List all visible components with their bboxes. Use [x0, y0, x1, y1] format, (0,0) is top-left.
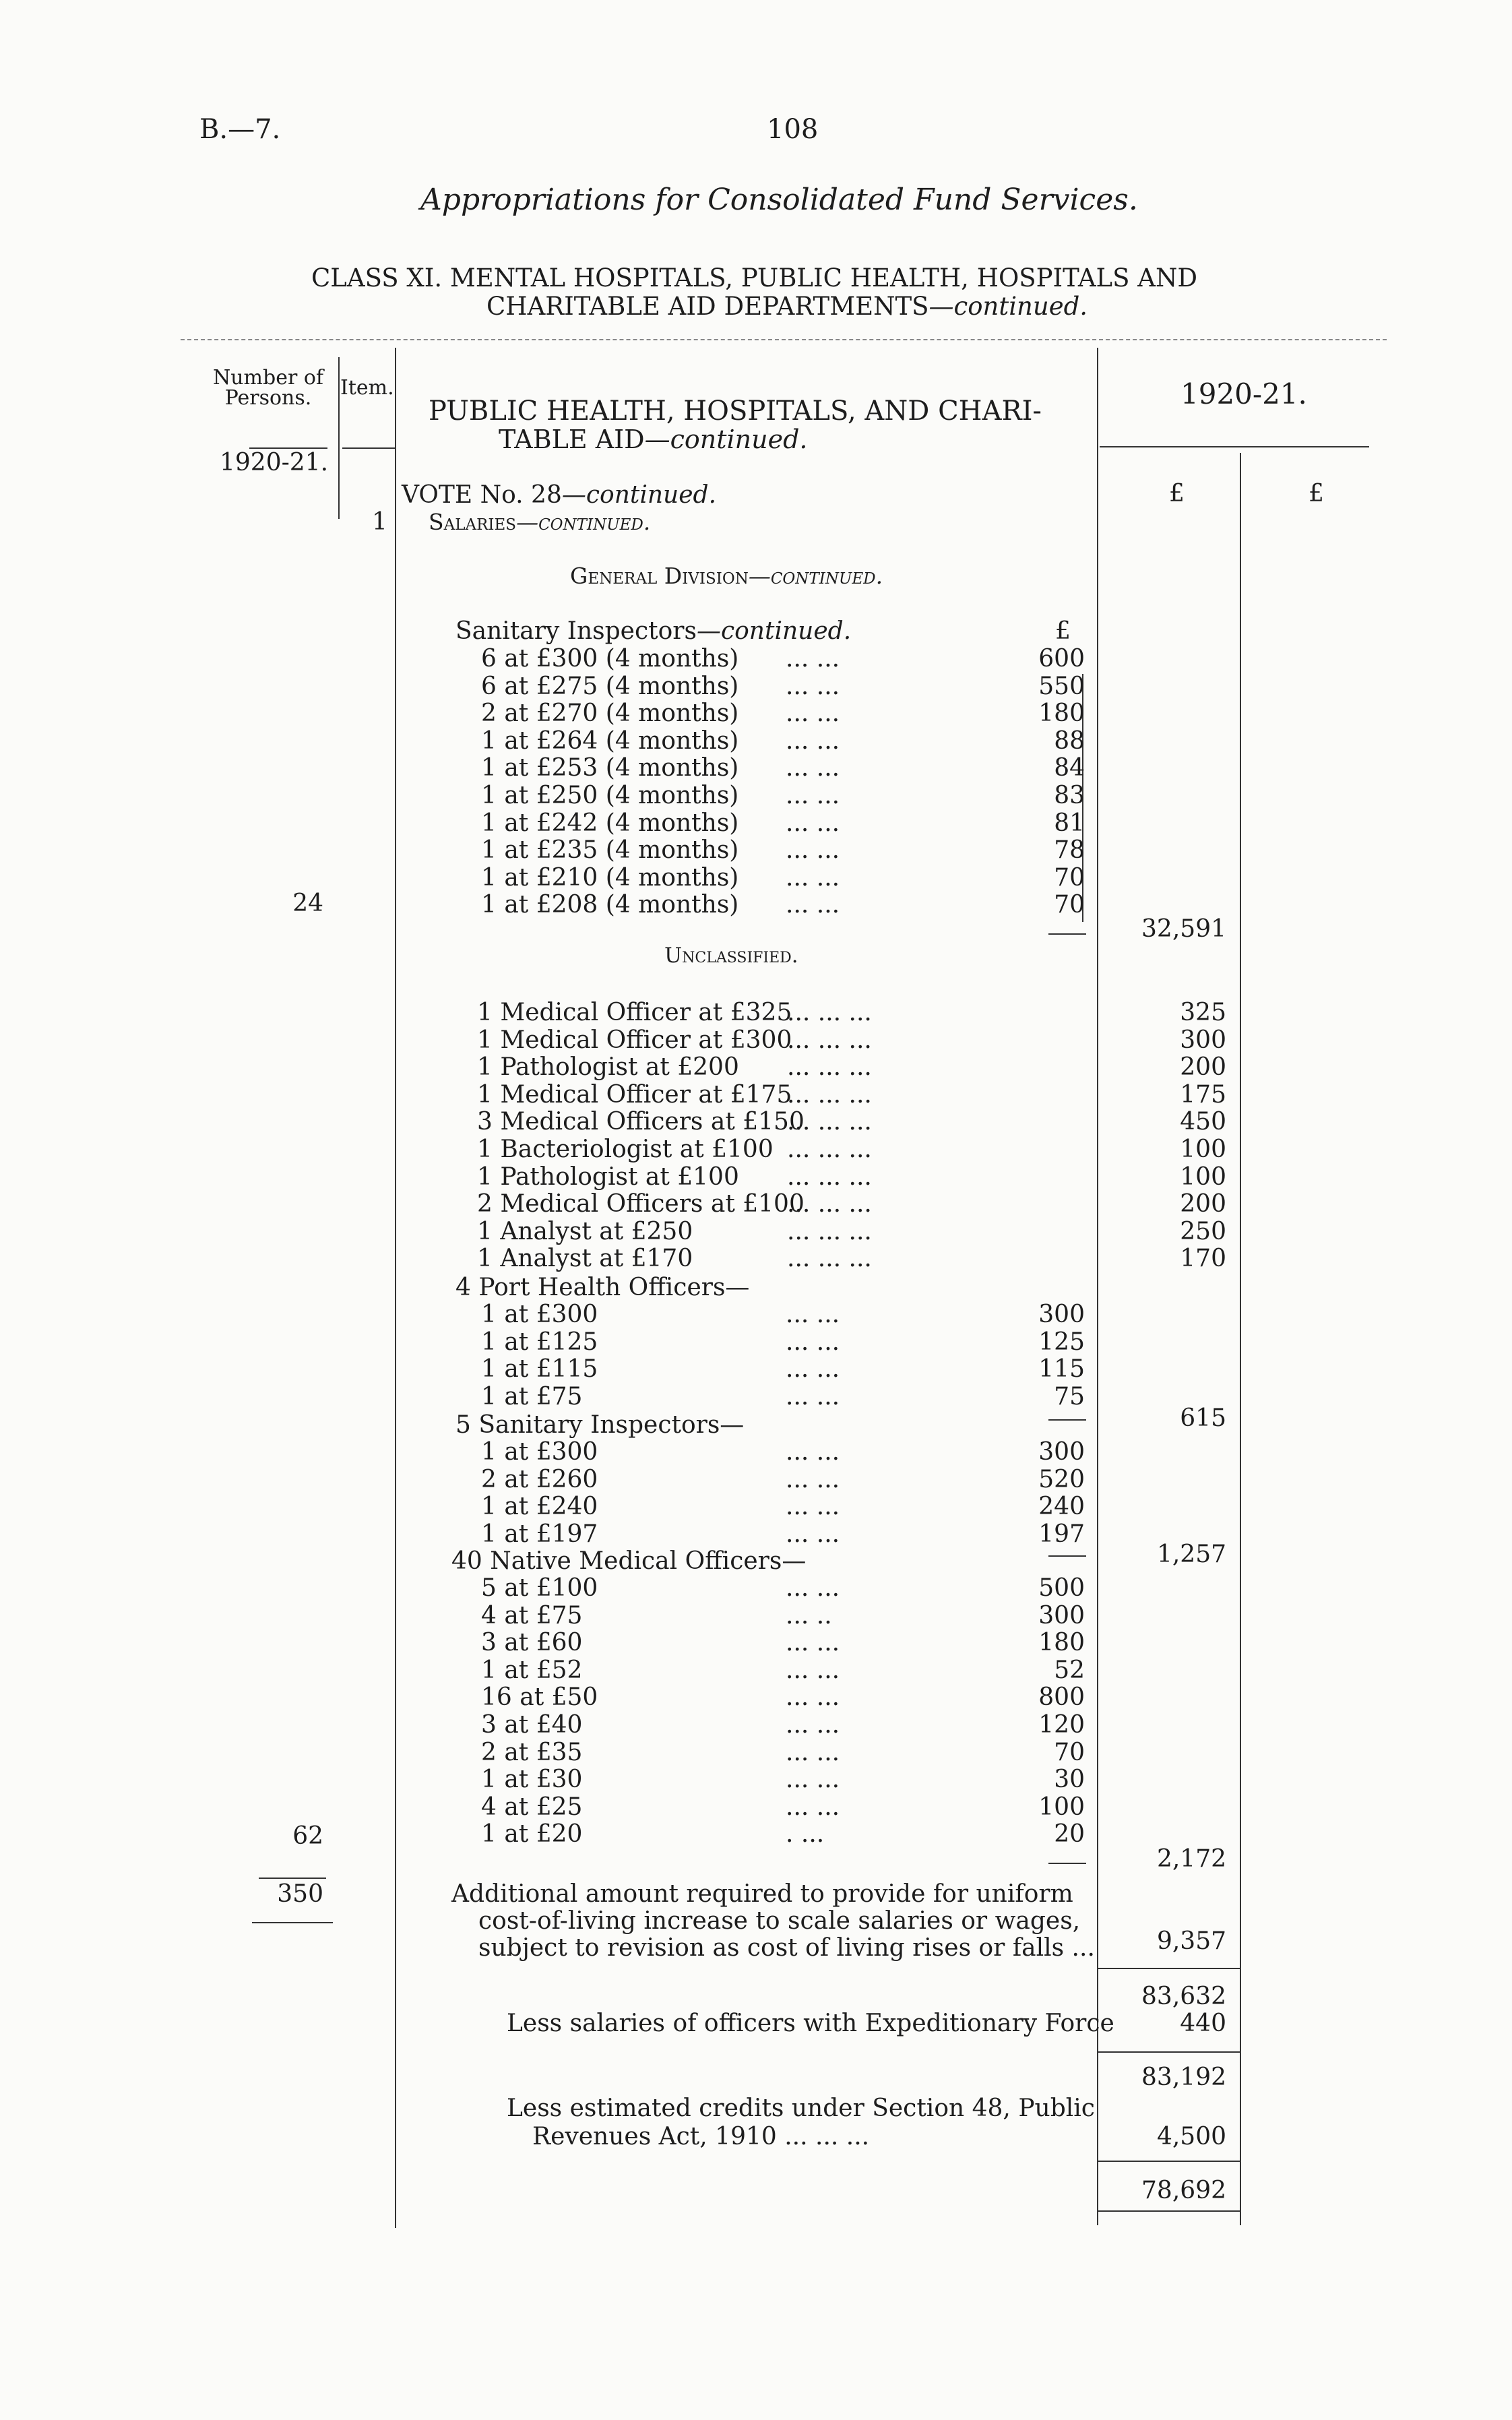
row-amount: 20	[1054, 1820, 1085, 1849]
row-amount: 100	[1180, 1162, 1226, 1191]
row-description: 16 at £50	[481, 1683, 598, 1712]
class-heading-line2: CHARITABLE AID DEPARTMENTS—continued.	[486, 292, 1088, 321]
row-description: 2 at £260	[481, 1465, 598, 1493]
final-total-rule-top	[1098, 2161, 1240, 2162]
less-expeditionary-label: Less salaries of officers with Expeditionary Force	[507, 2010, 1114, 2037]
row-leader-dots: . ...	[786, 1820, 825, 1849]
vote-label: VOTE No. 28—continued.	[402, 481, 717, 509]
row-description: 2 at £35	[481, 1738, 583, 1766]
row-amount: 81	[1054, 809, 1085, 837]
row-leader-dots: ... ...	[786, 1574, 840, 1602]
less-credits-line1: Less estimated credits under Section 48, Public	[507, 2095, 1095, 2122]
row-description: 2 Medical Officers at £100	[477, 1190, 805, 1218]
row-amount: 70	[1054, 863, 1085, 892]
persons-total-rule-bottom	[252, 1922, 333, 1923]
row-amount: 52	[1054, 1656, 1085, 1684]
row-description: 1 Analyst at £170	[477, 1245, 693, 1273]
row-description: 1 at £242 (4 months)	[481, 809, 739, 837]
row-description: 1 at £75	[481, 1382, 583, 1410]
row-leader-dots: ... ...	[786, 726, 840, 755]
row-amount: 300	[1038, 1438, 1085, 1466]
subtotal1-rule	[1098, 1968, 1240, 1969]
row-leader-dots: ... ... ...	[787, 1190, 872, 1218]
row-leader-dots: ... ...	[786, 1793, 840, 1821]
sanitary-inspectors-cont-label: Sanitary Inspectors—continued.	[455, 617, 852, 645]
port-health-total: 615	[1180, 1404, 1226, 1432]
row-amount: 300	[1038, 1301, 1085, 1328]
row-description: 1 at £197	[481, 1520, 598, 1548]
row-description: 1 Medical Officer at £175	[477, 1080, 792, 1109]
amount-col-rule-mid	[1240, 453, 1241, 2225]
less-expeditionary-amount: 440	[1180, 2010, 1226, 2037]
row-leader-dots: ... ...	[786, 1683, 840, 1712]
row-amount: 800	[1038, 1683, 1085, 1712]
final-total: 78,692	[1141, 2177, 1226, 2204]
row-amount: 325	[1180, 999, 1226, 1026]
row-description: 3 at £60	[481, 1629, 583, 1657]
row-description: 1 at £300	[481, 1301, 598, 1328]
item-heading: Item.	[340, 376, 394, 400]
row-leader-dots: ... ...	[786, 672, 840, 700]
row-leader-dots: ... ...	[786, 1493, 840, 1521]
row-amount: 30	[1054, 1766, 1085, 1794]
row-leader-dots: ... ...	[786, 891, 840, 919]
persons-count-24: 24	[292, 890, 323, 917]
less-credits-line2: Revenues Act, 1910 ... ... ...	[532, 2123, 870, 2150]
row-amount: 125	[1038, 1328, 1085, 1356]
row-description: 1 at £115	[481, 1355, 598, 1384]
salaries-label: Salaries—continued.	[429, 509, 651, 535]
row-description: 5 at £100	[481, 1574, 598, 1602]
row-description: 1 Bacteriologist at £100	[477, 1136, 774, 1163]
row-amount: 100	[1180, 1136, 1226, 1163]
row-amount: 84	[1054, 754, 1085, 782]
row-description: 1 at £253 (4 months)	[481, 754, 739, 782]
item-heading-rule	[342, 447, 395, 449]
row-leader-dots: ... ...	[786, 1301, 840, 1328]
row-description: 1 at £208 (4 months)	[481, 891, 739, 919]
row-description: 3 Medical Officers at £150	[477, 1108, 805, 1136]
row-leader-dots: ... ...	[786, 863, 840, 892]
cost-of-living-line2: cost-of-living increase to scale salaries or wages,	[478, 1907, 1081, 1935]
row-amount: 500	[1038, 1574, 1085, 1602]
row-leader-dots: ... ...	[786, 1656, 840, 1684]
row-leader-dots: ... ...	[786, 1328, 840, 1356]
amount-col-rule-left	[1097, 348, 1098, 2225]
row-leader-dots: ... ..	[786, 1601, 832, 1630]
unclassified-heading: Unclassified.	[664, 943, 798, 968]
row-leader-dots: ... ...	[786, 1382, 840, 1410]
row-description: 3 at £40	[481, 1711, 583, 1739]
subtotal-rule	[1048, 933, 1086, 935]
row-leader-dots: ... ... ...	[787, 999, 872, 1026]
row-amount: 100	[1038, 1793, 1085, 1821]
row-amount: 200	[1180, 1190, 1226, 1218]
row-amount: 550	[1038, 672, 1085, 700]
header-rule	[181, 339, 1387, 340]
row-leader-dots: ... ... ...	[787, 1108, 872, 1136]
persons-heading-rule	[249, 447, 327, 449]
row-leader-dots: ... ... ...	[787, 1026, 872, 1054]
row-leader-dots: ... ...	[786, 836, 840, 865]
row-description: 4 at £75	[481, 1601, 583, 1630]
row-amount: 78	[1054, 836, 1085, 865]
row-leader-dots: ... ...	[786, 700, 840, 728]
row-leader-dots: ... ...	[786, 1438, 840, 1466]
row-description: 1 at £300	[481, 1438, 598, 1466]
native-medical-label: 40 Native Medical Officers—	[451, 1547, 807, 1575]
sanitary-subtotal-rule	[1048, 1555, 1086, 1557]
subtotal2: 83,192	[1141, 2064, 1226, 2091]
subtotal1: 83,632	[1141, 1983, 1226, 2010]
row-description: 1 at £125	[481, 1328, 598, 1356]
row-leader-dots: ... ...	[786, 1520, 840, 1548]
row-amount: 180	[1038, 1629, 1085, 1657]
row-description: 1 Pathologist at £200	[477, 1053, 739, 1082]
row-amount: 175	[1180, 1080, 1226, 1109]
row-description: 1 Pathologist at £100	[477, 1162, 739, 1191]
row-description: 1 Medical Officer at £325	[477, 999, 792, 1026]
row-amount: 170	[1180, 1245, 1226, 1273]
row-amount: 70	[1054, 1738, 1085, 1766]
row-leader-dots: ... ...	[786, 1465, 840, 1493]
year-heading-right: 1920-21.	[1180, 377, 1307, 410]
row-leader-dots: ... ...	[786, 1738, 840, 1766]
sub-pound-sign: £	[1055, 617, 1071, 645]
row-description: 1 at £52	[481, 1656, 583, 1684]
persons-count-62: 62	[292, 1822, 323, 1850]
row-amount: 197	[1038, 1520, 1085, 1548]
row-leader-dots: ... ...	[786, 754, 840, 782]
row-description: 6 at £300 (4 months)	[481, 645, 739, 673]
row-description: 1 Medical Officer at £300	[477, 1026, 792, 1054]
row-amount: 240	[1038, 1493, 1085, 1521]
row-amount: 250	[1180, 1217, 1226, 1245]
row-amount: 70	[1054, 891, 1085, 919]
row-amount: 120	[1038, 1711, 1085, 1739]
row-description: 1 Analyst at £250	[477, 1217, 693, 1245]
persons-total-rule-top	[259, 1878, 326, 1879]
general-division-heading: General Division—continued.	[570, 563, 883, 589]
year-heading-rule	[1100, 446, 1369, 447]
row-leader-dots: ... ... ...	[787, 1217, 872, 1245]
row-amount: 450	[1180, 1108, 1226, 1136]
row-amount: 600	[1038, 645, 1085, 673]
number-of-persons-heading: Number of Persons.	[212, 366, 324, 410]
row-amount: 520	[1038, 1465, 1085, 1493]
item-col-rule-right	[395, 348, 396, 2228]
row-leader-dots: ... ...	[786, 1711, 840, 1739]
row-description: 4 at £25	[481, 1793, 583, 1821]
item-col-rule-left	[338, 357, 340, 519]
row-description: 1 at £240	[481, 1493, 598, 1521]
subtotal2-rule	[1098, 2051, 1240, 2053]
row-amount: 83	[1054, 782, 1085, 809]
native-subtotal-rule	[1048, 1863, 1086, 1864]
final-total-rule-bottom	[1098, 2210, 1240, 2212]
sanitary-inspectors-total: 1,257	[1156, 1541, 1226, 1568]
row-description: 1 at £30	[481, 1766, 583, 1794]
row-leader-dots: ... ... ...	[787, 1136, 872, 1163]
pound-sign-right: £	[1309, 480, 1324, 507]
row-description: 6 at £275 (4 months)	[481, 672, 739, 700]
page-title: Appropriations for Consolidated Fund Services.	[420, 183, 1138, 217]
department-heading-line1: PUBLIC HEALTH, HOSPITALS, AND CHARI-	[429, 396, 1042, 427]
row-amount: 300	[1180, 1026, 1226, 1054]
row-amount: 75	[1054, 1382, 1085, 1410]
item-number: 1	[372, 508, 387, 536]
less-credits-amount: 4,500	[1156, 2123, 1226, 2150]
year-heading-left: 1920-21.	[220, 449, 329, 476]
row-description: 1 at £264 (4 months)	[481, 726, 739, 755]
row-amount: 200	[1180, 1053, 1226, 1082]
row-leader-dots: ... ...	[786, 809, 840, 837]
cost-of-living-line1: Additional amount required to provide for uniform	[451, 1880, 1073, 1908]
row-leader-dots: ... ... ...	[787, 1080, 872, 1109]
native-medical-total: 2,172	[1156, 1845, 1226, 1873]
row-description: 1 at £210 (4 months)	[481, 863, 739, 892]
row-leader-dots: ... ...	[786, 645, 840, 673]
row-description: 1 at £250 (4 months)	[481, 782, 739, 809]
port-subtotal-rule	[1048, 1419, 1086, 1421]
row-leader-dots: ... ...	[786, 1766, 840, 1794]
row-leader-dots: ... ...	[786, 782, 840, 809]
row-leader-dots: ... ... ...	[787, 1245, 872, 1273]
row-amount: 115	[1038, 1355, 1085, 1384]
row-description: 1 at £235 (4 months)	[481, 836, 739, 865]
row-amount: 88	[1054, 726, 1085, 755]
row-leader-dots: ... ... ...	[787, 1053, 872, 1082]
row-amount: 300	[1038, 1601, 1085, 1630]
row-leader-dots: ... ... ...	[787, 1162, 872, 1191]
cost-of-living-amount: 9,357	[1156, 1927, 1226, 1955]
port-health-label: 4 Port Health Officers—	[455, 1274, 750, 1301]
class-heading-line1: CLASS XI. MENTAL HOSPITALS, PUBLIC HEALTH, HOSPITALS AND	[311, 263, 1197, 292]
row-description: 2 at £270 (4 months)	[481, 700, 739, 728]
pound-sign-left: £	[1169, 480, 1185, 507]
cost-of-living-line3: subject to revision as cost of living rises or falls ...	[478, 1934, 1095, 1962]
row-description: 1 at £20	[481, 1820, 583, 1849]
page-number: 108	[767, 114, 819, 145]
sanitary-cont-total: 32,591	[1141, 915, 1226, 943]
department-heading-line2: TABLE AID—continued.	[499, 425, 808, 454]
sanitary-inspectors-label: 5 Sanitary Inspectors—	[455, 1411, 745, 1439]
persons-total: 350	[277, 1880, 323, 1908]
row-leader-dots: ... ...	[786, 1629, 840, 1657]
row-leader-dots: ... ...	[786, 1355, 840, 1384]
row-amount: 180	[1038, 700, 1085, 728]
page-ref: B.—7.	[199, 114, 281, 145]
